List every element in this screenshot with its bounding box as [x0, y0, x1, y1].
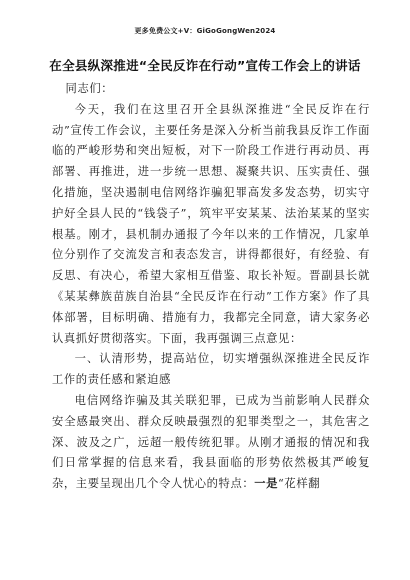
point-one-lead: 一是 [254, 477, 279, 491]
paragraph-intro: 今天，我们在这里召开全县纵深推进“全民反诈在行动”宣传工作会议，主要任务是深入分析当前我县反诈工作面临的严峻形势和突出短板，对下一阶段工作进行再动员、再部署、再推进，进一步统一思想、凝聚共识、压实责任、强化措施，坚决遏制电信网络诈骗犯罪高发多发态势，切实守护好全县人民的“钱袋子”，筑牢平安某某、法治某某的坚实根基。刚才，县机制办通报了今年以来的工作情况，几家单位分别作了交流发言和表态发言，讲得都很好，有经验、有反思、有决心，希望大家相互借鉴、取长补短。晋副县长就《某某彝族苗族自治县“全民反诈在行动”工作方案》作了具体部署，目标明确、措施有力，我都完全同意，请大家务必认真抓好贯彻落实。下面，我再强调三点意见： [52, 102, 370, 345]
header-note: 更多免费公文+V：GiGoGongWen2024 [134, 27, 276, 35]
document-body [52, 79, 370, 495]
paragraph-situation [52, 391, 370, 495]
document-title: 在全县纵深推进“全民反诈在行动”宣传工作会上的讲话 [49, 58, 361, 73]
paragraph-situation-text: 电信网络诈骗及其关联犯罪，已成为当前影响人民群众安全感最突出、群众反映最强烈的犯罪类型之一，其危害之深、波及之广，远超一般传统犯罪。从刚才通报的情况和我们日常掌握的信息来看，我县面临的形势依然极其严峻复杂，主要呈现出几个令人忧心的特点： [52, 393, 370, 491]
paragraph-heading-one: 一、认清形势，提高站位，切实增强纵深推进全民反诈工作的责任感和紧迫感 [52, 352, 370, 387]
point-one-text: “花样翻 [278, 477, 321, 491]
salutation: 同志们： [65, 82, 114, 95]
